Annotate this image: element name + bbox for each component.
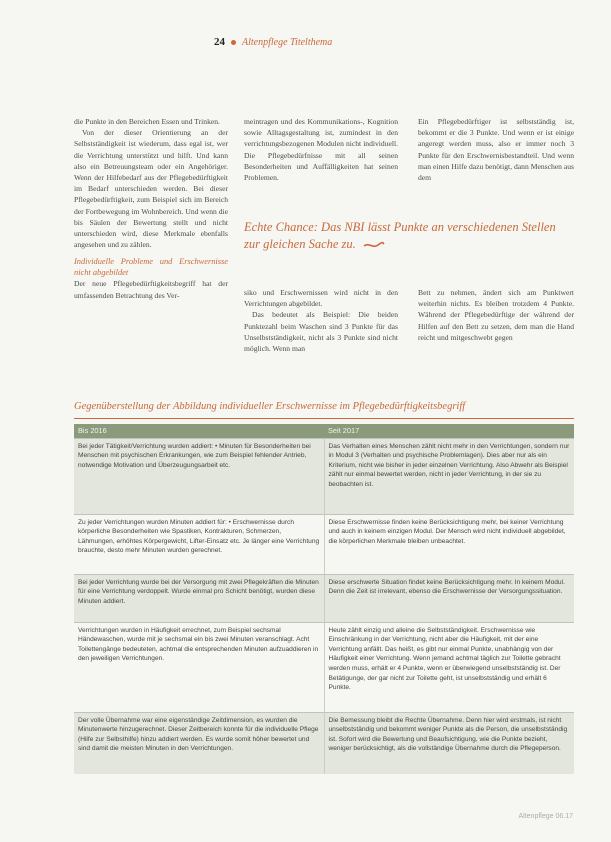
footer-issue: Altenpflege 06.17 xyxy=(518,813,573,820)
table-row xyxy=(74,438,574,514)
table-title: Gegenüberstellung der Abbildung individueller Erschwernisse im Pflegebedürftigkeitsbegriff xyxy=(74,401,466,412)
paragraph: Der neue Pflegebedürftigkeitsbegriff hat der umfassenden Betrachtung des Ver- xyxy=(74,279,228,300)
publication-title: Altenpflege Titelthema xyxy=(242,36,333,48)
paragraph: Das bedeutet als Beispiel: Die beiden Punktezahl beim Waschen sind 3 Punkte für das Unselbstständigkeit, nicht als 3 Punkte sind nicht möglich. Wenn man xyxy=(244,310,398,354)
paragraph: siko und Erschwernissen wird nicht in den Verrichtungen abgebildet. xyxy=(244,288,398,309)
paragraph: Bett zu nehmen, ändert sich am Punktwert weiterhin nichts. Es bleiben trotzdem 4 Punkte. Während der Pflegebedürftige der während der Hilfen auf den Bett zu setzen, dem man die Hand reicht und mitgeschwebt gegen xyxy=(418,288,574,342)
paragraph: Ein Pflegebedürftiger ist selbstständig ist, bekommt er die 3 Punkte. Und wenn er ist einige angeregt werden muss, also er immer noch 3 Punkte für den Erschwernisbestandteil. Und wenn man einen Hilfe dazu benötigt, dann Menschen aus dem xyxy=(418,117,574,183)
page-header xyxy=(214,36,332,48)
table-cell: Bei jeder Verrichtung wurde bei der Versorgung mit zwei Pflegekräften die Minuten für eine Verrichtung verdoppelt. Wurde einmal pro Schicht benötigt, wurden diese Minuten addiert. xyxy=(74,574,324,622)
article-column-3 xyxy=(418,116,574,183)
table-cell: Der volle Übernahme war eine eigenständige Zeitdimension, es wurden die Minutenwerte hinzugerechnet. Dieser Zeitbereich konnte für die individuelle Pflege (Hilfe zur Selbsthilfe) hinzu addiert werden. Es wurde somit höher bewertet und sind damit die meisten Minuten in den Verrichtungen. xyxy=(74,712,324,774)
article-column-1 xyxy=(74,116,228,301)
bullet-dot-icon xyxy=(231,40,236,45)
paragraph: meintragen und des Kommunikations-, Kognition sowie Alltagsgestaltung ist, zumindest in den verrichtungsbezogenen Modulen nicht individuell. Die Pflegebedürfnisse mit all seinen Besonderheiten und Auffälligkeiten hat seinen Problemen. xyxy=(244,117,398,183)
table-header-row xyxy=(74,424,574,438)
article-column-3-continued xyxy=(418,287,574,343)
column-header-after: Seit 2017 xyxy=(324,424,574,438)
table-title-rule xyxy=(74,418,574,419)
article-column-2-continued xyxy=(244,287,398,354)
subheading: Individuelle Probleme und Erschwernisse nicht abgebildet xyxy=(74,257,228,278)
pull-quote xyxy=(244,219,574,253)
pull-quote-text: Echte Chance: Das NBI lässt Punkte an verschiedenen Stellen zur gleichen Sache zu. xyxy=(244,220,556,251)
table-row xyxy=(74,574,574,622)
table-cell: Diese Erschwernisse finden keine Berücksichtigung mehr, bei keiner Verrichtung und auch in keinem einzigen Modul. Der Mensch wird nicht individuell abgebildet, die körperlichen Merkmale bleiben unbeachtet. xyxy=(324,514,574,574)
table-cell: Die Bemessung bleibt die Rechte Übernahme. Denn hier wird erstmals, ist nicht unselbstständig und bekommt weniger Punkte als die Person, die unselbstständig ist. Sofort wird die Bewertung und Beaufsichtigung, wie die Punkte bezieht, weniger berücksichtigt, als die vollständige Übernahme durch die Pflegeperson. xyxy=(324,712,574,774)
table-cell: Heute zählt einzig und alleine die Selbstständigkeit. Erschwernisse wie Einschränkung in der Verrichtung, nicht aber die Häufigkeit, mit der eine Verrichtung anfällt. Das heißt, es gibt nur einmal Punkte, unabhängig von der Häufigkeit einer Verrichtung. Wenn jemand achtmal täglich zur Toilette gebracht werden muss, erhält er 4 Punkte, wenn er überwiegend unselbstständig ist. Der Betätigunge, der gar nicht zur Toilette geht, ist unselbstständig und erhält 6 Punkte. xyxy=(324,622,574,712)
paragraph: die Punkte in den Bereichen Essen und Trinken. xyxy=(74,117,220,126)
table-cell: Bei jeder Tätigkeit/Verrichtung wurden addiert: • Minuten für Besonderheiten bei Menschen mit psychischen Erkrankungen, wie zum Beispiel fehlender Antrieb, notwendige Motivation und Überzeugungsarbeit etc. xyxy=(74,438,324,514)
column-header-before: Bis 2016 xyxy=(74,424,324,438)
paragraph: Von der dieser Orientierung an der Selbstständigkeit ist wiederum, dass egal ist, wer die Verrichtung unterstützt und hilft. Und kann also ein Betreuungsteam oder ein Angehöriger. Wenn der Hilfebedarf aus der Pflegebedürftigkeit im Bedarf unterschieden werden. Bei dieser Pflegebedürftigkeit, zum Beispiel sich im Bereich der Fortbewegung im Wohnbereich. Und wenn die bis Säulen der Bewertung stellt und nicht unterschieden wird, diese Merkmale ebenfalls angesehen und zu zählen. xyxy=(74,128,228,250)
table-row xyxy=(74,622,574,712)
page-number: 24 xyxy=(214,36,225,48)
table-row xyxy=(74,514,574,574)
comparison-table xyxy=(74,424,574,774)
table-cell: Das Verhalten eines Menschen zählt nicht mehr in den Verrichtungen, sondern nur in Modul 3 (Verhalten und psychische Problemlagen). Dies aber nur als ein Kriterium, nicht wie bisher in jeder einzelnen Verrichtung. Also Abwehr als Beispiel zählt nur einmal bewertet werden, nicht in jeder Verrichtung, in der sie zu beobachten ist. xyxy=(324,438,574,514)
table-cell: Verrichtungen wurden in Häufigkeit errechnet, zum Beispiel sechsmal Händewaschen, wurde mit je sechsmal ein bis zwei Minuten veranschlagt. Acht Toilettengänge bedeuteten, achtmal die entsprechenden Minuten aufzuaddieren in den jeweiligen Verrichtungen. xyxy=(74,622,324,712)
table-cell: Diese erschwerte Situation findet keine Berücksichtigung mehr. In keinem Modul. Denn die Zeit ist irrelevant, ebenso die Erschwernisse der Versorgungssituation. xyxy=(324,574,574,622)
article-column-2 xyxy=(244,116,398,183)
table-cell: Zu jeder Verrichtungen wurden Minuten addiert für: • Erschwernisse durch körperliche Besonderheiten wie Spastiken, Kontrakturen, Schmerzen, Lähmungen, erhöhtes Körpergewicht, Lifter-Einsatz etc. Je länger eine Verrichtung brauchte, desto mehr Minuten wurden gerechnet. xyxy=(74,514,324,574)
table-row xyxy=(74,712,574,774)
swoosh-icon xyxy=(363,241,385,249)
